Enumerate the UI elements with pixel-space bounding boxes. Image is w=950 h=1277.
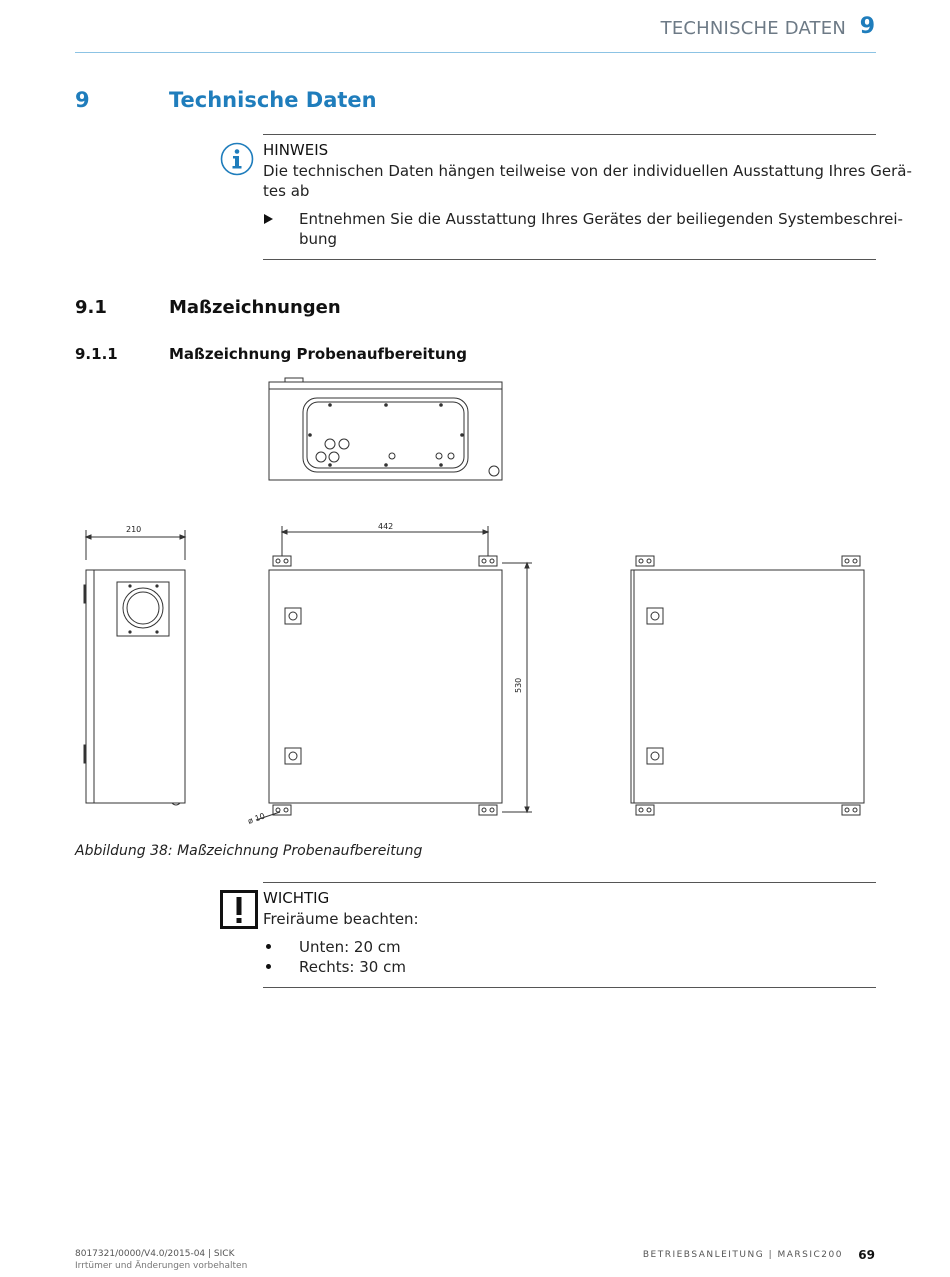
bullet-icon [266, 944, 271, 949]
front-view [256, 526, 532, 820]
notice-text-line-1: Die technischen Daten hängen teilweise von der individuellen Ausstattung Ihres Gerä- [263, 162, 912, 180]
dimension-drawing [0, 370, 950, 840]
running-header-title: TECHNISCHE DATEN [660, 18, 846, 39]
info-icon [220, 142, 254, 176]
side-view [84, 530, 185, 805]
header-divider [75, 52, 876, 53]
dim-front-width: 442 [378, 522, 394, 531]
warning-bottom-rule [263, 987, 876, 988]
top-view [269, 378, 502, 480]
notice-action-line-1: Entnehmen Sie die Ausstattung Ihres Gerätes der beiliegenden Systembeschrei- [299, 210, 903, 228]
footer-doc-id: 8017321/0000/V4.0/2015-04 | SICK [75, 1249, 235, 1259]
figure-caption: Abbildung 38: Maßzeichnung Probenaufbereitung [75, 843, 423, 859]
footer-manual: BETRIEBSANLEITUNG | MARSIC200 [642, 1250, 843, 1260]
section-number: 9.1 [75, 297, 107, 318]
warning-icon [220, 890, 258, 930]
notice-label: HINWEIS [263, 141, 329, 159]
page-number: 69 [858, 1248, 875, 1262]
subsection-number: 9.1.1 [75, 345, 118, 363]
action-arrow-icon [263, 213, 275, 225]
warning-text: Freiräume beachten: [263, 910, 419, 928]
chapter-number: 9 [75, 88, 90, 112]
warning-label: WICHTIG [263, 889, 330, 907]
subsection-title: Maßzeichnung Probenaufbereitung [169, 345, 467, 363]
chapter-title: Technische Daten [169, 88, 377, 112]
dim-height: 530 [514, 677, 523, 693]
warning-item-1: Unten: 20 cm [299, 938, 401, 956]
notice-top-rule [263, 134, 876, 135]
dim-diameter: ø 10 [246, 811, 267, 826]
warning-item-2: Rechts: 30 cm [299, 958, 406, 976]
notice-bottom-rule [263, 259, 876, 260]
bullet-icon [266, 964, 271, 969]
running-header-number: 9 [859, 14, 875, 39]
footer-disclaimer: Irrtümer und Änderungen vorbehalten [75, 1261, 248, 1271]
notice-text-line-2: tes ab [263, 182, 310, 200]
section-title: Maßzeichnungen [169, 297, 341, 318]
rear-view [631, 556, 864, 815]
dim-side-width: 210 [126, 525, 142, 534]
warning-top-rule [263, 882, 876, 883]
notice-action-line-2: bung [299, 230, 338, 248]
